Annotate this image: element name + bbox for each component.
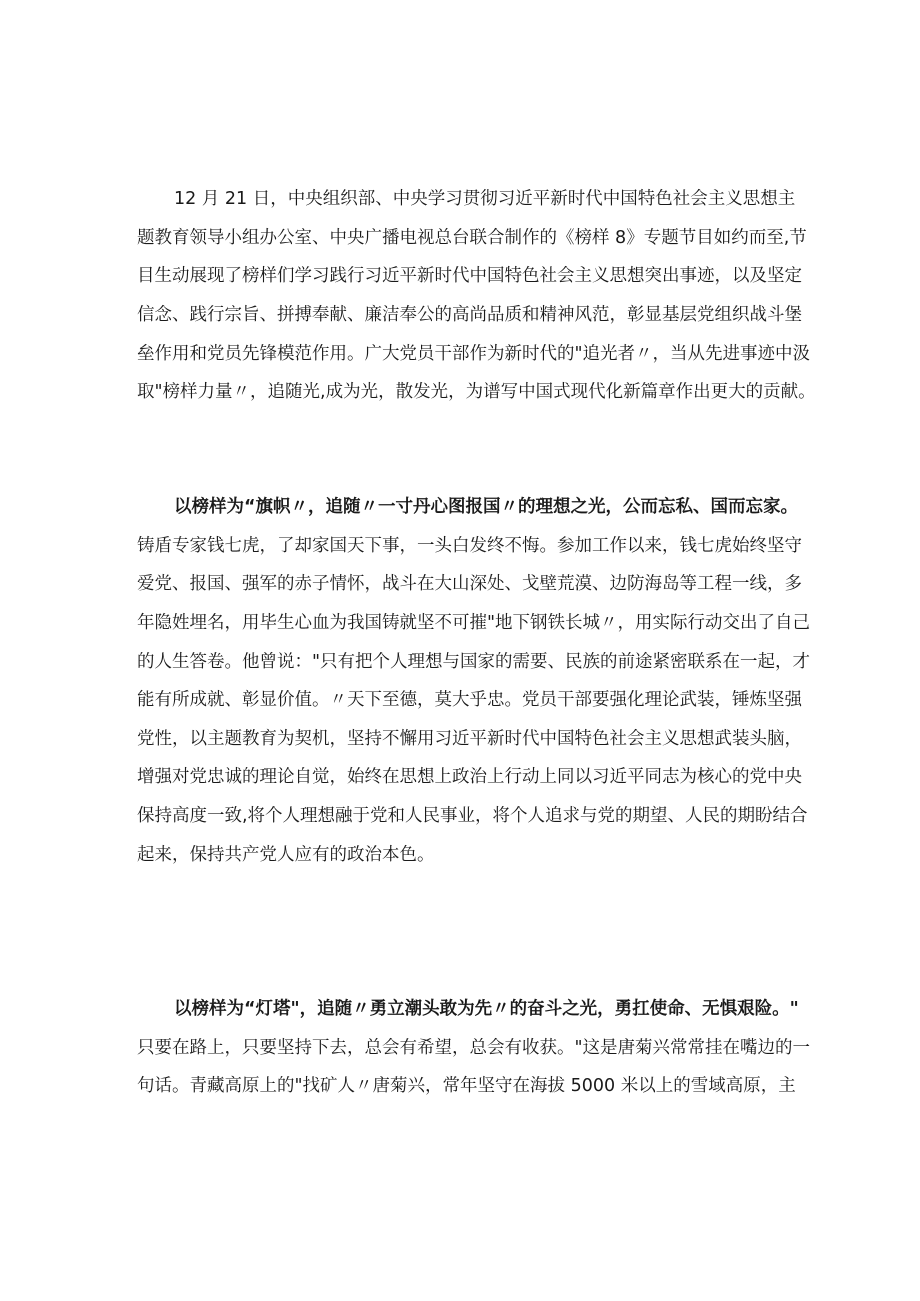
text-line: 只要在路上，只要坚持下去，总会有希望，总会有收获。"这是唐菊兴常常挂在嘴边的一 (137, 1037, 811, 1058)
paragraph-2 (137, 488, 811, 874)
text-line: 增强对党忠诚的理论自觉，始终在思想上政治上行动上同以习近平同志为核心的党中央 (137, 767, 802, 788)
text-line: 起来，保持共产党人应有的政治本色。 (137, 844, 435, 865)
text-line: 保持高度一致,将个人理想融于党和人民事业，将个人追求与党的期望、人民的期盼结合 (137, 806, 808, 827)
paragraph-heading: 以榜样为“旗帜〃，追随〃一寸丹心图报国〃的理想之光，公而忘私、国而忘家。 (174, 497, 798, 517)
text-line: 的人生答卷。他曾说："只有把个人理想与国家的需要、民族的前途紧密联系在一起，才 (137, 651, 811, 672)
text-line: 取"榜样力量〃，追随光,成为光，散发光，为谱写中国式现代化新篇章作出更大的贡献。 (137, 382, 816, 403)
text-line: 句话。青藏高原上的"找矿人〃唐菊兴，常年坚守在海拔 5000 米以上的雪域高原，主 (137, 1076, 796, 1097)
text-line: 年隐姓埋名，用毕生心血为我国铸就坚不可摧"地下钢铁长城〃，用实际行动交出了自己 (137, 612, 811, 633)
paragraph-1 (137, 180, 816, 412)
text-line: 题教育领导小组办公室、中央广播电视总台联合制作的《榜样 8》专题节目如约而至,节 (137, 227, 807, 248)
text-line: 爱党、报国、强军的赤子情怀，战斗在大山深处、戈壁荒漠、边防海岛等工程一线，多 (137, 574, 802, 595)
paragraph-3 (137, 990, 811, 1106)
text-line: 能有所成就、彰显价值。〃天下至德，莫大乎忠。党员干部要强化理论武装，锤炼坚强 (137, 690, 802, 711)
text-line: 12 月 21 日，中央组织部、中央学习贯彻习近平新时代中国特色社会主义思想主 (174, 189, 796, 209)
text-line: 党性，以主题教育为契机，坚持不懈用习近平新时代中国特色社会主义思想武装头脑， (137, 728, 802, 749)
text-line: 目生动展现了榜样们学习践行习近平新时代中国特色社会主义思想突出事迹，以及坚定 (137, 266, 802, 287)
paragraph-heading: 以榜样为“灯塔"，追随〃勇立潮头敢为先〃的奋斗之光，勇扛使命、无惧艰险。" (174, 999, 799, 1019)
text-line: 信念、践行宗旨、拼搏奉献、廉洁奉公的高尚品质和精神风范，彰显基层党组织战斗堡 (137, 304, 802, 325)
text-line: 铸盾专家钱七虎，了却家国天下事，一头白发终不悔。参加工作以来，钱七虎始终坚守 (137, 535, 802, 556)
text-line: 垒作用和党员先锋模范作用。广大党员干部作为新时代的"追光者〃，当从先进事迹中汲 (137, 343, 811, 364)
